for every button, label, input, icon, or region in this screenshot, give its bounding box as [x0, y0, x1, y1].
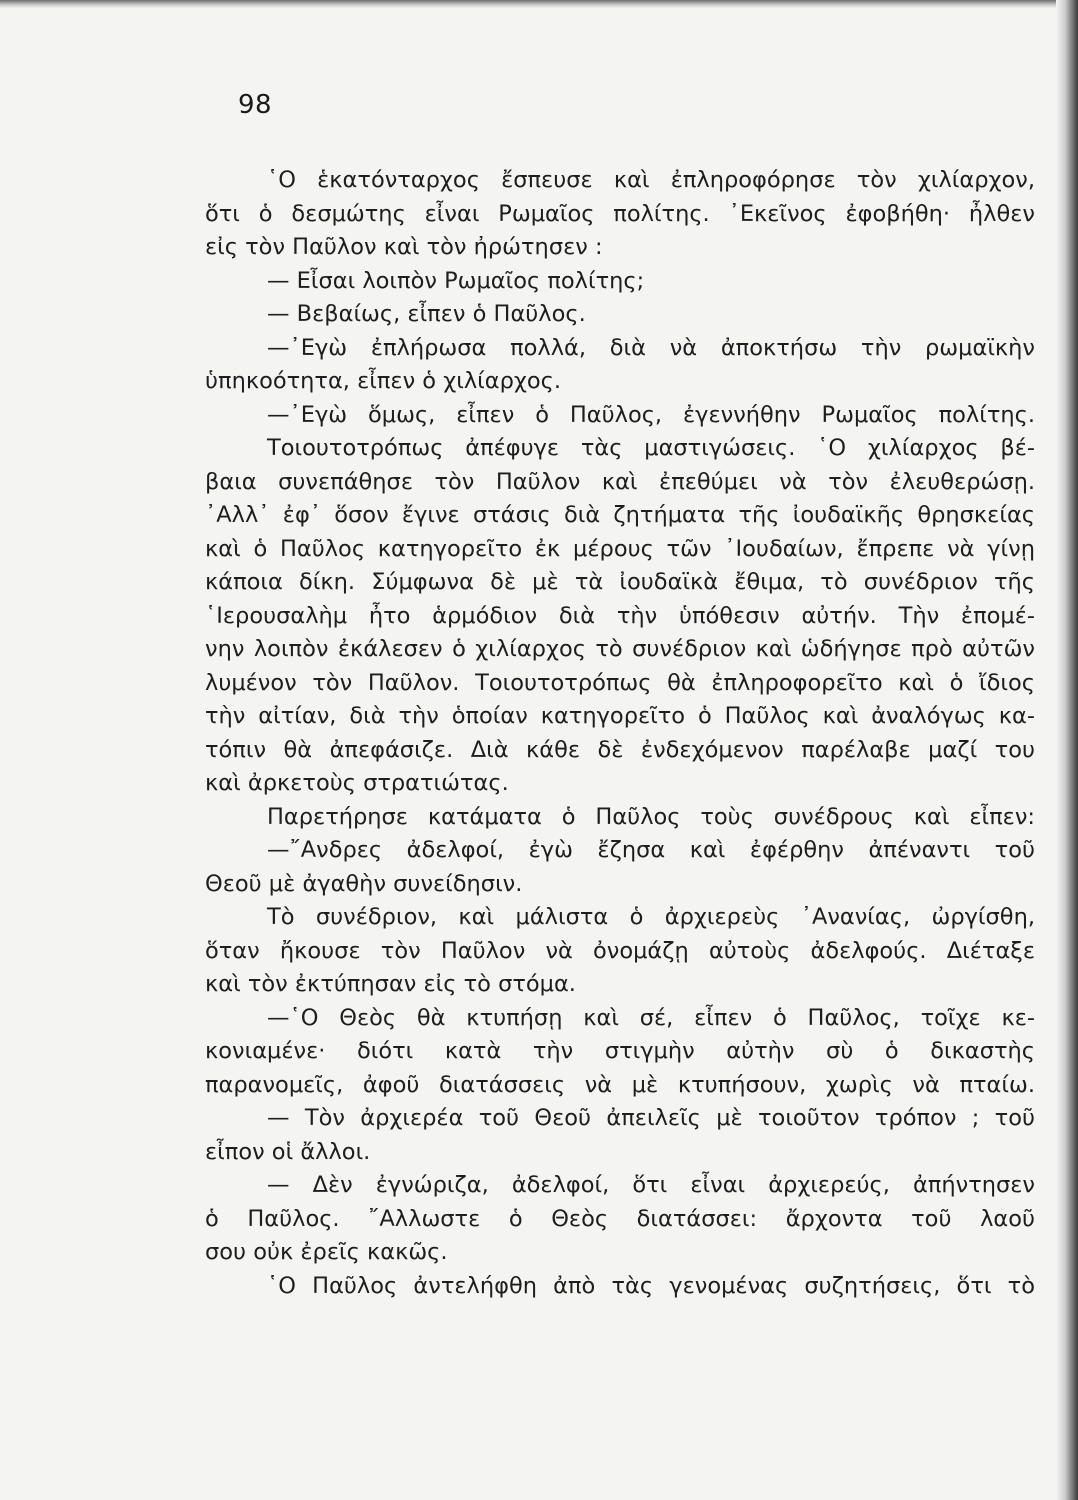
text-line: ᾽Αλλ᾽ ἐφ᾽ ὅσον ἔγινε στάσις διὰ ζητήματα τῆς ἰουδαϊκῆς θρησκείας [205, 502, 1035, 528]
text-line: παρανομεῖς, ἀφοῦ διατάσσεις νὰ μὲ κτυπήσουν, χωρὶς νὰ πταίω. [205, 1071, 1035, 1098]
text-line: ὑπηκοότητα, εἶπεν ὁ χιλίαρχος. [205, 368, 562, 394]
text-line: — Βεβαίως, εἶπεν ὁ Παῦλος. [267, 301, 586, 327]
text-line: Τὸ συνέδριον, καὶ μάλιστα ὁ ἀρχιερεὺς ᾽Ανανίας, ὠργίσθη, [267, 904, 1035, 930]
page-right-edge-shadow [1056, 0, 1078, 1500]
text-line: νην λοιπὸν ἐκάλεσεν ὁ χιλίαρχος τὸ συνέδριον καὶ ὡδήγησε πρὸ αὐτῶν [205, 636, 1035, 662]
text-line: ὅτι ὁ δεσμώτης εἶναι Ρωμαῖος πολίτης. ᾽Εκεῖνος ἐφοβήθη· ἦλθεν [205, 200, 1035, 227]
body-text [205, 164, 1035, 1303]
text-line: καὶ τὸν ἐκτύπησαν εἰς τὸ στόμα. [205, 971, 576, 997]
page-number: 98 [238, 90, 273, 120]
text-line: ῾Ιερουσαλὴμ ἦτο ἁρμόδιον διὰ τὴν ὑπόθεσιν αὐτήν. Τὴν ἐπομέ- [205, 602, 1035, 629]
text-line: ὁ Παῦλος. ῎Αλλωστε ὁ Θεὸς διατάσσει: ἄρχοντα τοῦ λαοῦ [205, 1205, 1035, 1232]
text-line: — Τὸν ἀρχιερέα τοῦ Θεοῦ ἀπειλεῖς μὲ τοιοῦτον τρόπον ; τοῦ [267, 1105, 1035, 1131]
text-line: ῾Ο ἑκατόνταρχος ἔσπευσε καὶ ἐπληροφόρησε τὸν χιλίαρχον, [267, 167, 1035, 193]
text-line: —᾽Εγὼ ἐπλήρωσα πολλά, διὰ νὰ ἀποκτήσω τὴν ρωμαϊκὴν [267, 334, 1035, 361]
text-line: —῎Ανδρες ἀδελφοί, ἐγὼ ἔζησα καὶ ἐφέρθην ἀπέναντι τοῦ [267, 837, 1035, 863]
text-line: — Εἶσαι λοιπὸν Ρωμαῖος πολίτης; [267, 267, 645, 294]
text-line: Τοιουτοτρόπως ἀπέφυγε τὰς μαστιγώσεις. ῾Ο χιλίαρχος βέ- [267, 435, 1035, 461]
text-line: τὴν αἰτίαν, διὰ τὴν ὁποίαν κατηγορεῖτο ὁ Παῦλος καὶ ἀναλόγως κα- [205, 703, 1035, 729]
text-line: κάποια δίκη. Σύμφωνα δὲ μὲ τὰ ἰουδαϊκὰ ἔθιμα, τὸ συνέδριον τῆς [205, 569, 1035, 595]
text-line: καὶ ἀρκετοὺς στρατιώτας. [205, 770, 509, 796]
text-line: καὶ ὁ Παῦλος κατηγορεῖτο ἐκ μέρους τῶν ᾽Ιουδαίων, ἔπρεπε νὰ γίνῃ [205, 535, 1035, 562]
text-line: — Δὲν ἐγνώριζα, ἀδελφοί, ὅτι εἶναι ἀρχιερεύς, ἀπήντησεν [267, 1172, 1035, 1198]
text-line: τόπιν θὰ ἀπεφάσιζε. Διὰ κάθε δὲ ἐνδεχόμενον παρέλαβε μαζί του [205, 736, 1035, 763]
text-line: Θεοῦ μὲ ἀγαθὴν συνείδησιν. [205, 870, 523, 897]
text-line: βαια συνεπάθησε τὸν Παῦλον καὶ ἐπεθύμει νὰ τὸν ἐλευθερώσῃ. [205, 468, 1035, 495]
text-line: —῾Ο Θεὸς θὰ κτυπήσῃ καὶ σέ, εἶπεν ὁ Παῦλος, τοῖχε κε- [267, 1004, 1035, 1031]
text-line: εἶπον οἱ ἄλλοι. [205, 1138, 371, 1165]
text-line: Παρετήρησε κατάματα ὁ Παῦλος τοὺς συνέδρους καὶ εἶπεν: [267, 803, 1035, 830]
text-line: σου οὐκ ἐρεῖς κακῶς. [205, 1239, 448, 1265]
text-line: —᾽Εγὼ ὅμως, εἶπεν ὁ Παῦλος, ἐγεννήθην Ρωμαῖος πολίτης. [267, 401, 1035, 428]
text-line: ῾Ο Παῦλος ἀντελήφθη ἀπὸ τὰς γενομένας συζητήσεις, ὅτι τὸ [267, 1272, 1035, 1299]
text-line: ὅταν ἤκουσε τὸν Παῦλον νὰ ὀνομάζῃ αὐτοὺς ἀδελφούς. Διέταξε [205, 937, 1035, 964]
text-line: κονιαμένε· διότι κατὰ τὴν στιγμὴν αὐτὴν σὺ ὁ δικαστὴς [205, 1038, 1035, 1064]
page-top-edge-shadow [0, 0, 1078, 8]
text-line: λυμένον τὸν Παῦλον. Τοιουτοτρόπως θὰ ἐπληροφορεῖτο καὶ ὁ ἴδιος [205, 669, 1035, 696]
text-line: εἰς τὸν Παῦλον καὶ τὸν ἠρώτησεν : [205, 234, 603, 260]
